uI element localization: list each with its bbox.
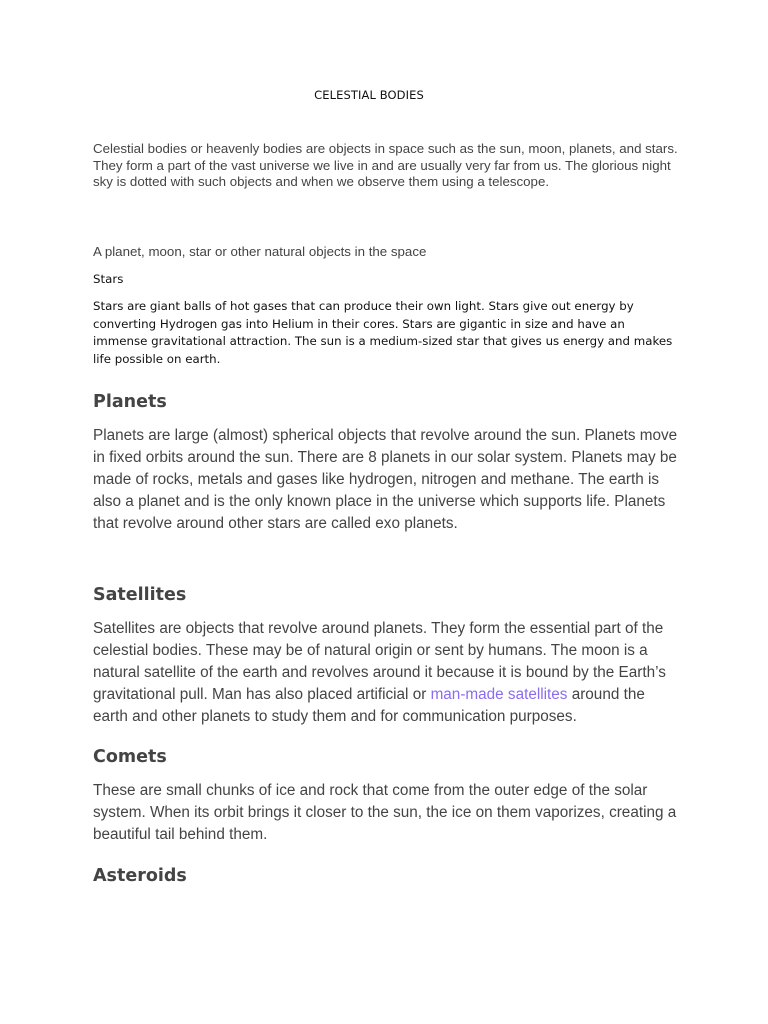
asteroids-heading: Asteroids [93, 866, 187, 886]
document-title: CELESTIAL BODIES [314, 88, 424, 102]
man-made-satellites-link[interactable]: man-made satellites [430, 685, 568, 703]
planets-heading: Planets [93, 392, 167, 412]
comets-heading: Comets [93, 747, 167, 767]
planets-paragraph: Planets are large (almost) spherical objects that revolve around the sun. Planets move in fixed orbits around the sun. There are 8 planets in our solar system. Planets may be made of rocks, metals and gases like hydrogen, nitrogen and methane. The earth is also a planet and is the only known place in the universe which supports life. Planets that revolve around other stars are called exo planets. [93, 427, 678, 532]
stars-paragraph: Stars are giant balls of hot gases that can produce their own light. Stars give out energy by converting Hydrogen gas into Helium in their cores. Stars are gigantic in size and have an immense gravitational attraction. The sun is a medium-sized star that gives us energy and makes life possible on earth. [93, 299, 673, 366]
satellites-text-before-link: Satellites are objects that revolve around planets. They form the essential part of the celestial bodies. These may be of natural origin or sent by humans. The moon is a natural satellite of the earth and revolves around it because it is bound by the Earth’s gravitational pull. Man has also placed artificial or [93, 620, 666, 703]
definition-line: A planet, moon, star or other natural objects in the space [93, 244, 427, 259]
stars-heading: Stars [93, 272, 124, 286]
satellites-paragraph [93, 618, 683, 728]
intro-paragraph: Celestial bodies or heavenly bodies are objects in space such as the sun, moon, planets, and stars. They form a part of the vast universe we live in and are usually very far from us. The glorious night sky is dotted with such objects and when we observe them using a telescope. [93, 141, 678, 190]
satellites-text-after-link: around the earth and other planets to study them and for communication purposes. [93, 685, 645, 725]
comets-paragraph: These are small chunks of ice and rock that come from the outer edge of the solar system. When its orbit brings it closer to the sun, the ice on them vaporizes, creating a beautiful tail behind them. [93, 782, 677, 843]
satellites-heading: Satellites [93, 585, 187, 605]
